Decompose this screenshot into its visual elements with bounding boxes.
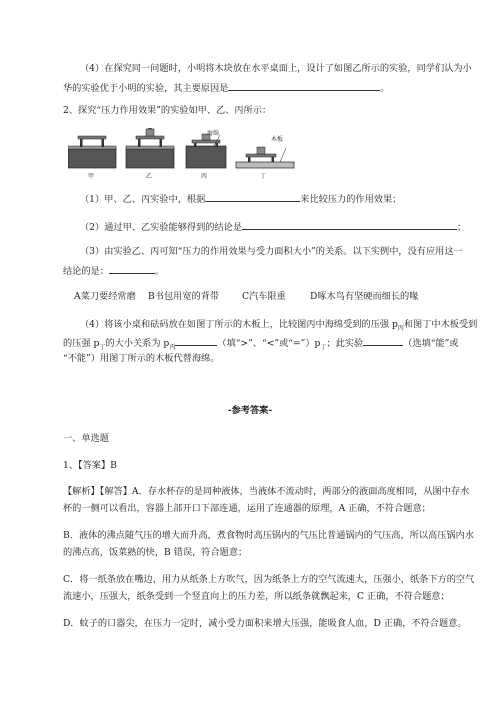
sponge-label: 海绵 xyxy=(207,130,220,137)
q2-sub4-line3: “不能”）用图丁所示的木板代替海绵。 xyxy=(63,353,220,364)
caption-jia: 甲 xyxy=(88,173,95,180)
q2-sub4-line1: （4）将该小桌和砝码放在如图丁所示的木板上，比较图丙中海绵受到的压强 $p_丙$和图丁中木板受到 xyxy=(80,319,478,332)
figure-jia xyxy=(68,136,116,168)
answer-blank[interactable] xyxy=(363,335,403,346)
answer-blank[interactable] xyxy=(228,80,380,91)
q4a-line2: 华的实验优于小明的实验，其主要原因是 。 xyxy=(63,80,390,95)
option-d[interactable]: D啄木鸟有坚硬而细长的喙 xyxy=(310,291,419,302)
analysis-c-line: 流速小，压强大，纸条受到一个竖直向上的压力差，所以纸条就飘起来，C 正确，不符合题意； xyxy=(63,591,450,602)
caption-yi: 乙 xyxy=(146,173,153,180)
answers-heading: -参考答案- xyxy=(227,405,273,416)
q2-sub2: （2）通过甲、乙实验能够得到的结论是 ； xyxy=(80,219,466,234)
answer-blank[interactable] xyxy=(205,191,300,202)
analysis-line: 【解析】【解答】A．存水杯存的是同种液体，当液体不流动时，两部分的液面高度相同，从图中存水 xyxy=(63,486,470,497)
caption-bing: 丙 xyxy=(201,173,208,180)
figure-bing xyxy=(186,134,226,168)
option-c[interactable]: C汽车限重 xyxy=(242,291,286,302)
analysis-b-line: B．液体的沸点随气压的增大而升高，煮食物时高压锅内的气压比普通锅内的气压高，所以高压锅内水 xyxy=(63,530,474,541)
section-title: 一、单选题 xyxy=(63,433,109,444)
q2-sub1: （1）甲、乙、丙实验中，根据 来比较压力的作用效果； xyxy=(80,191,401,206)
caption-ding: 丁 xyxy=(260,173,267,180)
q2-sub3-line1: （3）由实验乙、丙可知“压力的作用效果与受力面积大小”的关系。以下实例中，没有应用这一 xyxy=(80,246,463,257)
analysis-b-line: 的沸点高，饭菜熟的快，B 错误，符合题意； xyxy=(63,547,248,558)
option-b[interactable]: B书包用宽的背带 xyxy=(148,291,220,302)
board-label: 木板 xyxy=(271,136,284,143)
answer-item-1: 1、【答案】B xyxy=(63,460,117,471)
analysis-c-line: C．将一纸条放在嘴边，用力从纸条上方吹气，因为纸条上方的空气流速大，压强小，纸条下方的空气 xyxy=(63,574,475,585)
q2-title: 2、探究“压力作用效果”的实验如甲、乙、丙所示： xyxy=(63,105,272,116)
q2-sub3-line2: 结论的是： 。 xyxy=(63,263,164,278)
figure-yi xyxy=(126,128,174,168)
analysis-line: 杯的一侧可以看出，容器上部开口下部连通，运用了连通器的原理，A 正确，不符合题意； xyxy=(63,503,431,514)
answer-blank[interactable] xyxy=(175,335,217,346)
figure-ding xyxy=(236,147,294,168)
q4a-line1: （4）在探究同一问题时，小明将木块放在水平桌面上，设计了如图乙所示的实验，同学们认为小 xyxy=(80,63,472,74)
answer-blank[interactable] xyxy=(242,219,457,230)
q2-sub4-line2: 的压强 $p_丁$的大小关系为 $p_丙$ （填“>”、“<”或“$=”)p_丁$；此实验 （选填“能”或 xyxy=(63,335,459,354)
option-a[interactable]: A菜刀要经常磨 xyxy=(74,291,136,302)
analysis-d-line: D．蚊子的口器尖，在压力一定时，减小受力面积来增大压强，能吸食人血，D 正确，不符合题意。 xyxy=(63,618,467,629)
answer-blank[interactable] xyxy=(109,263,155,274)
